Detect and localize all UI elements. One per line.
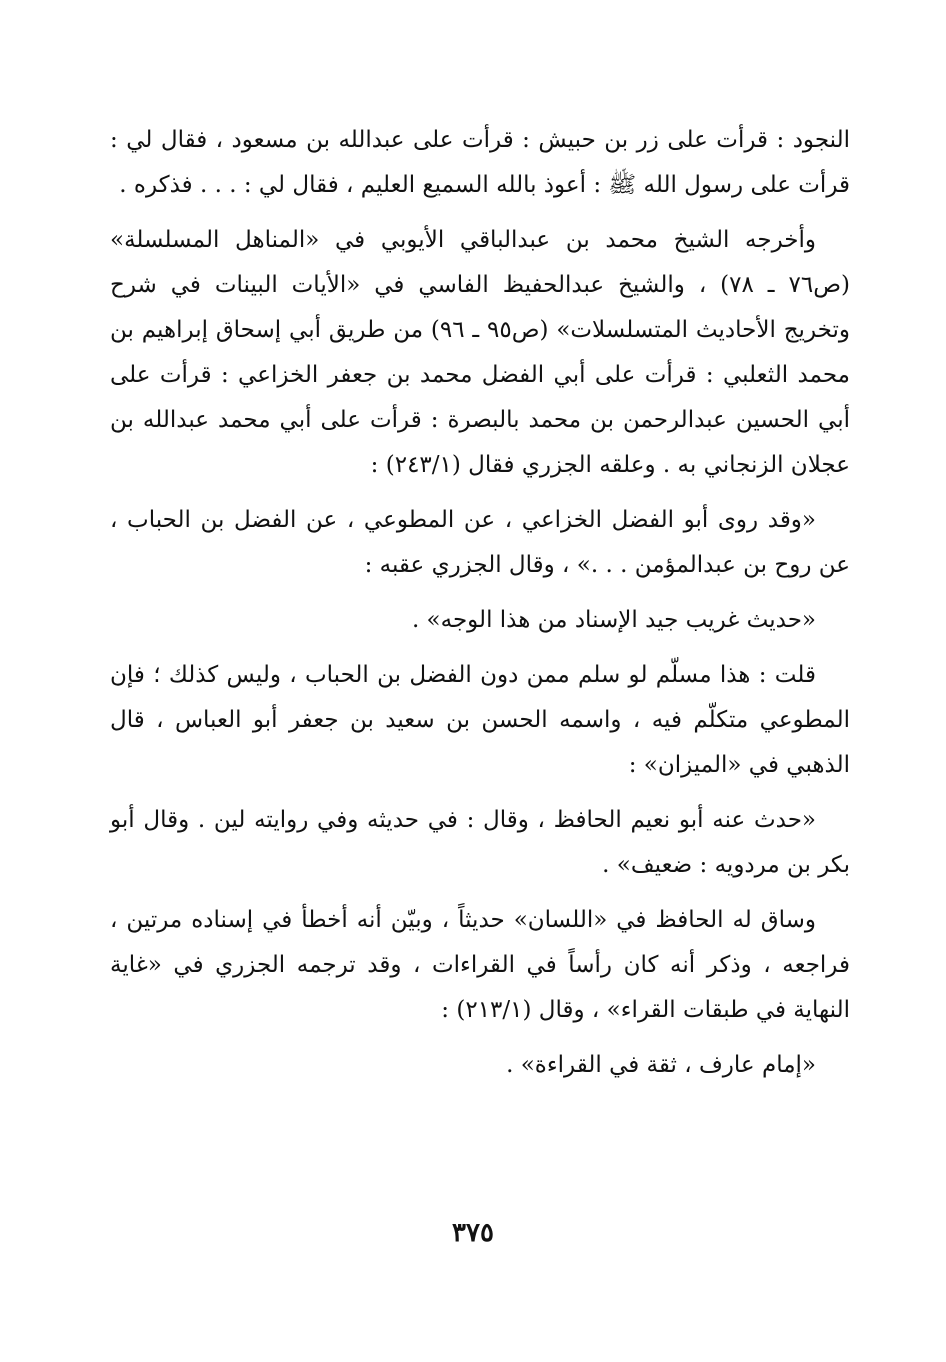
paragraph-3-quote: «وقد روى أبو الفضل الخزاعي ، عن المطوعي ، عن الفضل بن الحباب ، عن روح بن عبدالمؤمن . . .» ، وقال الجزري عقبه : bbox=[110, 507, 850, 578]
paragraph-5: قلت : هذا مسلّم لو سلم ممن دون الفضل بن الحباب ، وليس كذلك ؛ فإن المطوعي متكلّم فيه ، واسمه الحسن بن سعيد بن جعفر أبو العباس ، قال الذهبي في «الميزان» : bbox=[110, 662, 850, 778]
paragraph-8-quote: «إمام عارف ، ثقة في القراءة» . bbox=[506, 1052, 816, 1078]
paragraph-1: النجود : قرأت على زر بن حبيش : قرأت على عبدالله بن مسعود ، فقال لي : قرأت على رسول الله ﷺ : أعوذ بالله السميع العليم ، فقال لي : . . . فذكره . bbox=[110, 127, 850, 198]
paragraph-4-quote: «حديث غريب جيد الإسناد من هذا الوجه» . bbox=[411, 607, 816, 633]
page-number: ٣٧٥ bbox=[452, 1218, 494, 1248]
paragraph-2: وأخرجه الشيخ محمد بن عبدالباقي الأيوبي في «المناهل المسلسلة» (ص٧٦ ـ ٧٨) ، والشيخ عبدالحفيظ الفاسي في «الأيات البينات في شرح وتخريج الأحاديث المتسلسلات» (ص٩٥ ـ ٩٦) من طريق أبي إسحاق إبراهيم بن محمد الثعلبي : قرأت على أبي الفضل محمد بن جعفر الخزاعي : قرأت على أبي الحسين عبدالرحمن بن محمد بالبصرة : قرأت على أبي محمد عبدالله بن عجلان الزنجاني به . وعلقه الجزري فقال (٢٤٣/١) : bbox=[110, 227, 850, 478]
page-body bbox=[110, 118, 850, 1088]
paragraph-7: وساق له الحافظ في «اللسان» حديثاً ، وبيّن أنه أخطأ في إسناده مرتين ، فراجعه ، وذكر أنه كان رأساً في القراءات ، وقد ترجمه الجزري في «غاية النهاية في طبقات القراء» ، وقال (٢١٣/١) : bbox=[110, 907, 850, 1023]
paragraph-6-quote: «حدث عنه أبو نعيم الحافظ ، وقال : في حديثه وفي روايته لين . وقال أبو بكر بن مردويه : ضعيف» . bbox=[110, 807, 850, 878]
